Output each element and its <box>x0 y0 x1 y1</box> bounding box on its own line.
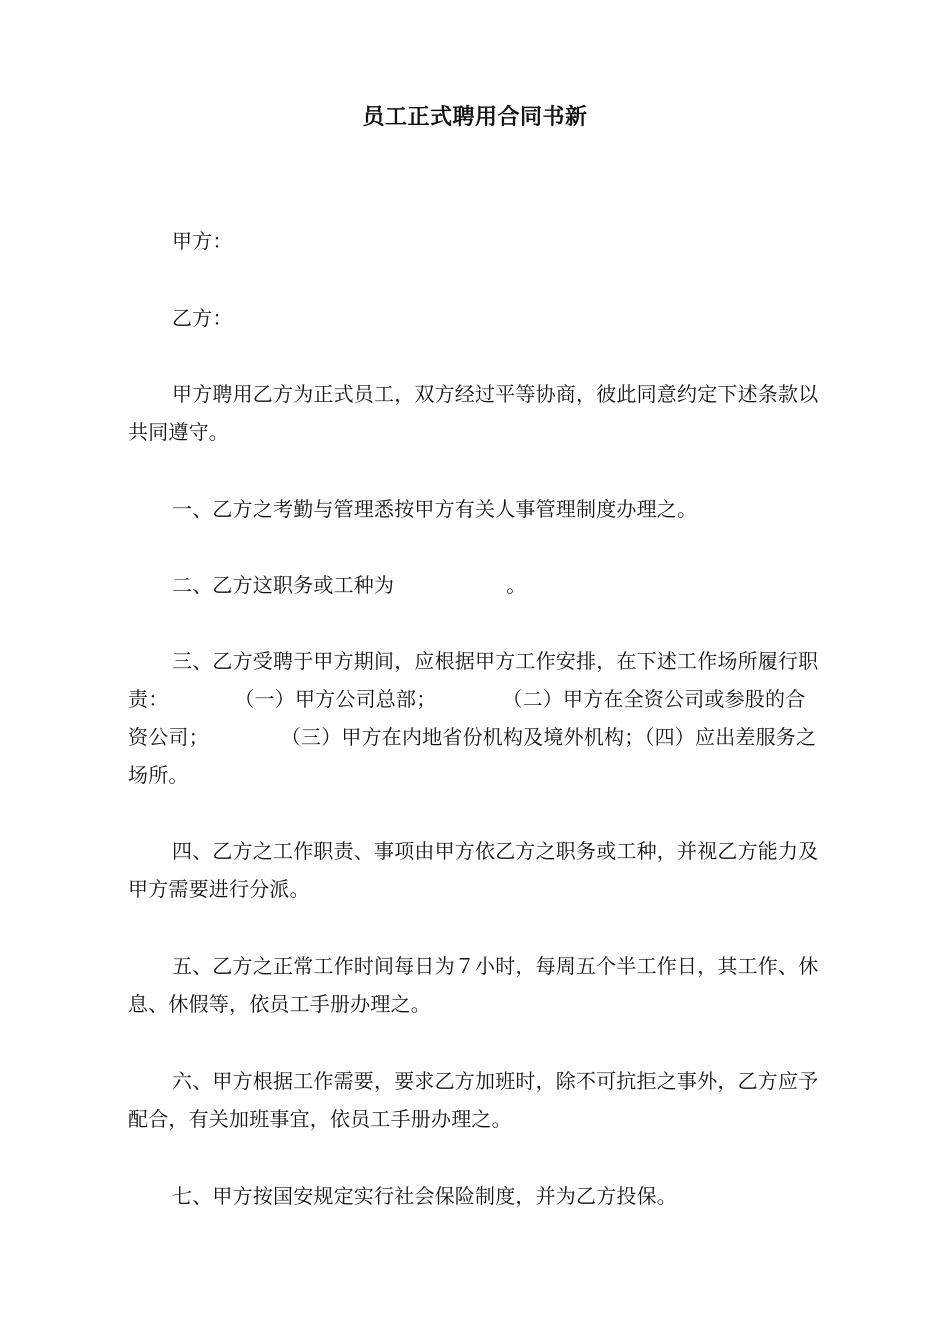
clause-3-item-3-4: （三）甲方在内地省份机构及境外机构；（四）应出差服务之场所。 <box>128 725 817 787</box>
clause-7: 七、甲方按国安规定实行社会保险制度，并为乙方投保。 <box>172 1184 677 1208</box>
clause-2-end: 。 <box>506 573 527 597</box>
intro-paragraph: 甲方聘用乙方为正式员工，双方经过平等协商，彼此同意约定下述条款以共同遵守。 <box>128 382 819 444</box>
clause-3-item-1: （一）甲方公司总部； <box>234 687 437 711</box>
clause-5: 五、乙方之正常工作时间每日为７小时，每周五个半工作日，其工作、休息、休假等，依员工手册办理之。 <box>128 954 819 1016</box>
document-title: 员工正式聘用合同书新 <box>362 105 588 130</box>
party-b-line: 乙方： <box>172 306 233 330</box>
clause-2 <box>128 566 820 604</box>
clause-3-text: 三、乙方受聘于甲方期间，应根据甲方工作安排，在下述工作场所履行职责： <box>128 649 819 711</box>
clause-2-text: 二、乙方这职务或工种为 <box>172 573 395 597</box>
clause-4: 四、乙方之工作职责、事项由甲方依乙方之职务或工种，并视乙方能力及甲方需要进行分派。 <box>128 839 819 901</box>
clause-6: 六、甲方根据工作需要，要求乙方加班时，除不可抗拒之事外，乙方应予配合，有关加班事宜，依员工手册办理之。 <box>128 1069 819 1131</box>
clause-3 <box>128 642 820 794</box>
clause-3-item-2: （二）甲方在全资公司或参股的合资公司； <box>128 687 806 749</box>
party-a-line: 甲方： <box>172 229 233 253</box>
clause-1: 一、乙方之考勤与管理悉按甲方有关人事管理制度办理之。 <box>172 497 698 521</box>
